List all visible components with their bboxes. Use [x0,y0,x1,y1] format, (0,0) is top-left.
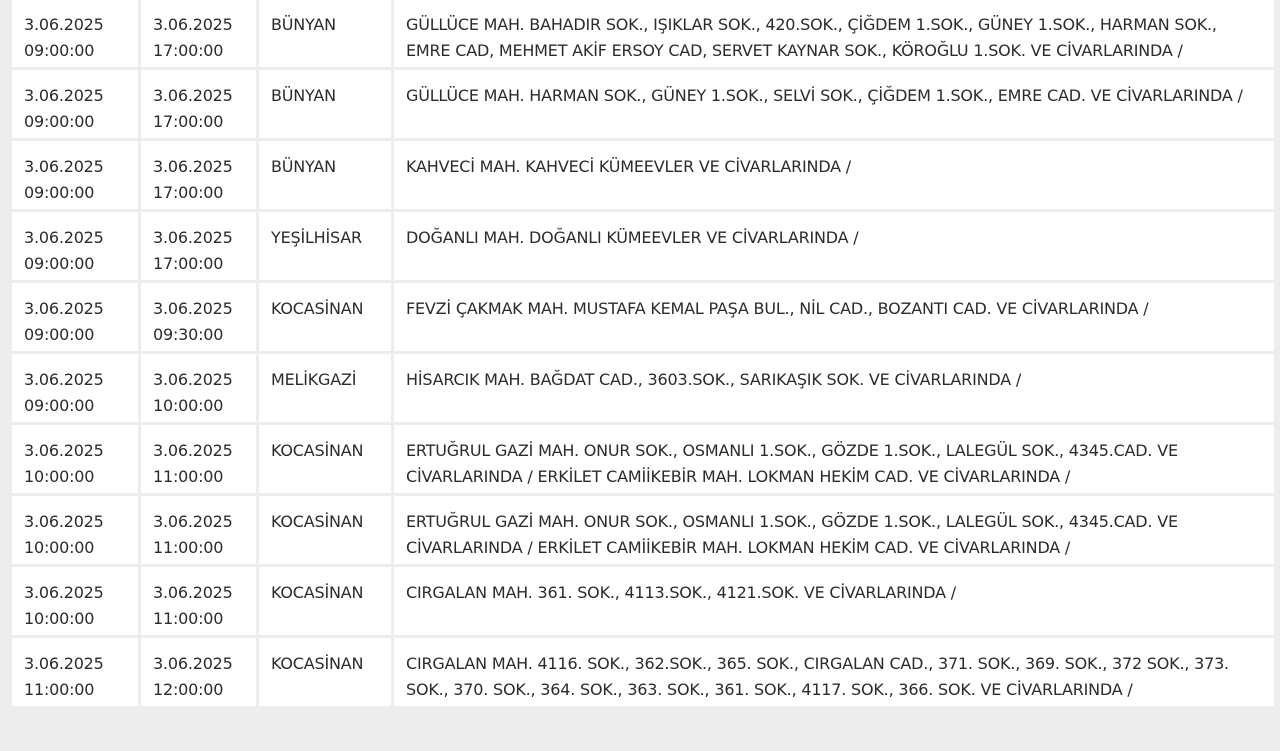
district-cell: KOCASİNAN [259,638,391,706]
start-date: 3.06.2025 [24,86,104,105]
district-cell: BÜNYAN [259,141,391,209]
start-time: 10:00:00 [24,538,95,557]
description-cell: CIRGALAN MAH. 361. SOK., 4113.SOK., 4121.SOK. VE CİVARLARINDA / [394,567,1274,635]
district-cell: YEŞİLHİSAR [259,212,391,280]
district-cell: BÜNYAN [259,0,391,67]
power-outage-table [9,0,1277,709]
end-time: 11:00:00 [153,467,224,486]
end-datetime-cell [141,425,256,493]
description-cell: FEVZİ ÇAKMAK MAH. MUSTAFA KEMAL PAŞA BUL., NİL CAD., BOZANTI CAD. VE CİVARLARINDA / [394,283,1274,351]
table-row [12,496,1274,564]
start-datetime-cell [12,283,138,351]
table-row [12,0,1274,67]
start-datetime-cell [12,70,138,138]
start-date: 3.06.2025 [24,299,104,318]
district-cell: KOCASİNAN [259,567,391,635]
end-datetime-cell [141,70,256,138]
description-cell: GÜLLÜCE MAH. HARMAN SOK., GÜNEY 1.SOK., SELVİ SOK., ÇİĞDEM 1.SOK., EMRE CAD. VE CİVARLARINDA / [394,70,1274,138]
start-time: 09:00:00 [24,183,95,202]
end-datetime-cell [141,212,256,280]
start-time: 09:00:00 [24,41,95,60]
end-time: 11:00:00 [153,609,224,628]
end-date: 3.06.2025 [153,299,233,318]
start-date: 3.06.2025 [24,157,104,176]
end-time: 17:00:00 [153,41,224,60]
start-time: 10:00:00 [24,467,95,486]
end-datetime-cell [141,638,256,706]
description-cell: DOĞANLI MAH. DOĞANLI KÜMEEVLER VE CİVARLARINDA / [394,212,1274,280]
start-datetime-cell [12,0,138,67]
start-time: 11:00:00 [24,680,95,699]
end-time: 12:00:00 [153,680,224,699]
start-time: 09:00:00 [24,325,95,344]
start-datetime-cell [12,638,138,706]
end-datetime-cell [141,0,256,67]
start-date: 3.06.2025 [24,15,104,34]
description-cell: CIRGALAN MAH. 4116. SOK., 362.SOK., 365. SOK., CIRGALAN CAD., 371. SOK., 369. SOK., 372 SOK., 373. SOK., 370. SOK., 364. SOK., 363. SOK., 361. SOK., 4117. SOK., 366. SOK. VE CİVARLARINDA / [394,638,1274,706]
end-time: 17:00:00 [153,112,224,131]
description-cell: GÜLLÜCE MAH. BAHADIR SOK., IŞIKLAR SOK., 420.SOK., ÇİĞDEM 1.SOK., GÜNEY 1.SOK., HARMAN SOK., EMRE CAD, MEHMET AKİF ERSOY CAD, SERVET KAYNAR SOK., KÖROĞLU 1.SOK. VE CİVARLARINDA / [394,0,1274,67]
end-date: 3.06.2025 [153,228,233,247]
start-datetime-cell [12,141,138,209]
end-time: 17:00:00 [153,254,224,273]
end-date: 3.06.2025 [153,15,233,34]
description-cell: HİSARCIK MAH. BAĞDAT CAD., 3603.SOK., SARIKAŞIK SOK. VE CİVARLARINDA / [394,354,1274,422]
end-datetime-cell [141,283,256,351]
end-date: 3.06.2025 [153,441,233,460]
end-date: 3.06.2025 [153,86,233,105]
start-time: 09:00:00 [24,254,95,273]
start-date: 3.06.2025 [24,512,104,531]
end-time: 10:00:00 [153,396,224,415]
start-datetime-cell [12,496,138,564]
table-row [12,70,1274,138]
description-cell: ERTUĞRUL GAZİ MAH. ONUR SOK., OSMANLI 1.SOK., GÖZDE 1.SOK., LALEGÜL SOK., 4345.CAD. VE CİVARLARINDA / ERKİLET CAMİİKEBİR MAH. LOKMAN HEKİM CAD. VE CİVARLARINDA / [394,425,1274,493]
table-row [12,212,1274,280]
start-datetime-cell [12,425,138,493]
district-cell: BÜNYAN [259,70,391,138]
end-date: 3.06.2025 [153,370,233,389]
start-date: 3.06.2025 [24,583,104,602]
end-datetime-cell [141,141,256,209]
end-date: 3.06.2025 [153,583,233,602]
district-cell: KOCASİNAN [259,283,391,351]
end-datetime-cell [141,496,256,564]
table-row [12,354,1274,422]
table-row [12,283,1274,351]
start-date: 3.06.2025 [24,228,104,247]
district-cell: KOCASİNAN [259,496,391,564]
table-row [12,425,1274,493]
start-time: 09:00:00 [24,112,95,131]
end-date: 3.06.2025 [153,157,233,176]
district-cell: KOCASİNAN [259,425,391,493]
start-time: 09:00:00 [24,396,95,415]
start-date: 3.06.2025 [24,654,104,673]
district-cell: MELİKGAZİ [259,354,391,422]
start-datetime-cell [12,212,138,280]
end-datetime-cell [141,354,256,422]
start-datetime-cell [12,567,138,635]
description-cell: KAHVECİ MAH. KAHVECİ KÜMEEVLER VE CİVARLARINDA / [394,141,1274,209]
end-time: 17:00:00 [153,183,224,202]
end-date: 3.06.2025 [153,512,233,531]
start-time: 10:00:00 [24,609,95,628]
table-row [12,141,1274,209]
start-date: 3.06.2025 [24,370,104,389]
end-time: 11:00:00 [153,538,224,557]
table-row [12,567,1274,635]
end-date: 3.06.2025 [153,654,233,673]
end-time: 09:30:00 [153,325,224,344]
table-row [12,638,1274,706]
start-date: 3.06.2025 [24,441,104,460]
start-datetime-cell [12,354,138,422]
end-datetime-cell [141,567,256,635]
description-cell: ERTUĞRUL GAZİ MAH. ONUR SOK., OSMANLI 1.SOK., GÖZDE 1.SOK., LALEGÜL SOK., 4345.CAD. VE CİVARLARINDA / ERKİLET CAMİİKEBİR MAH. LOKMAN HEKİM CAD. VE CİVARLARINDA / [394,496,1274,564]
